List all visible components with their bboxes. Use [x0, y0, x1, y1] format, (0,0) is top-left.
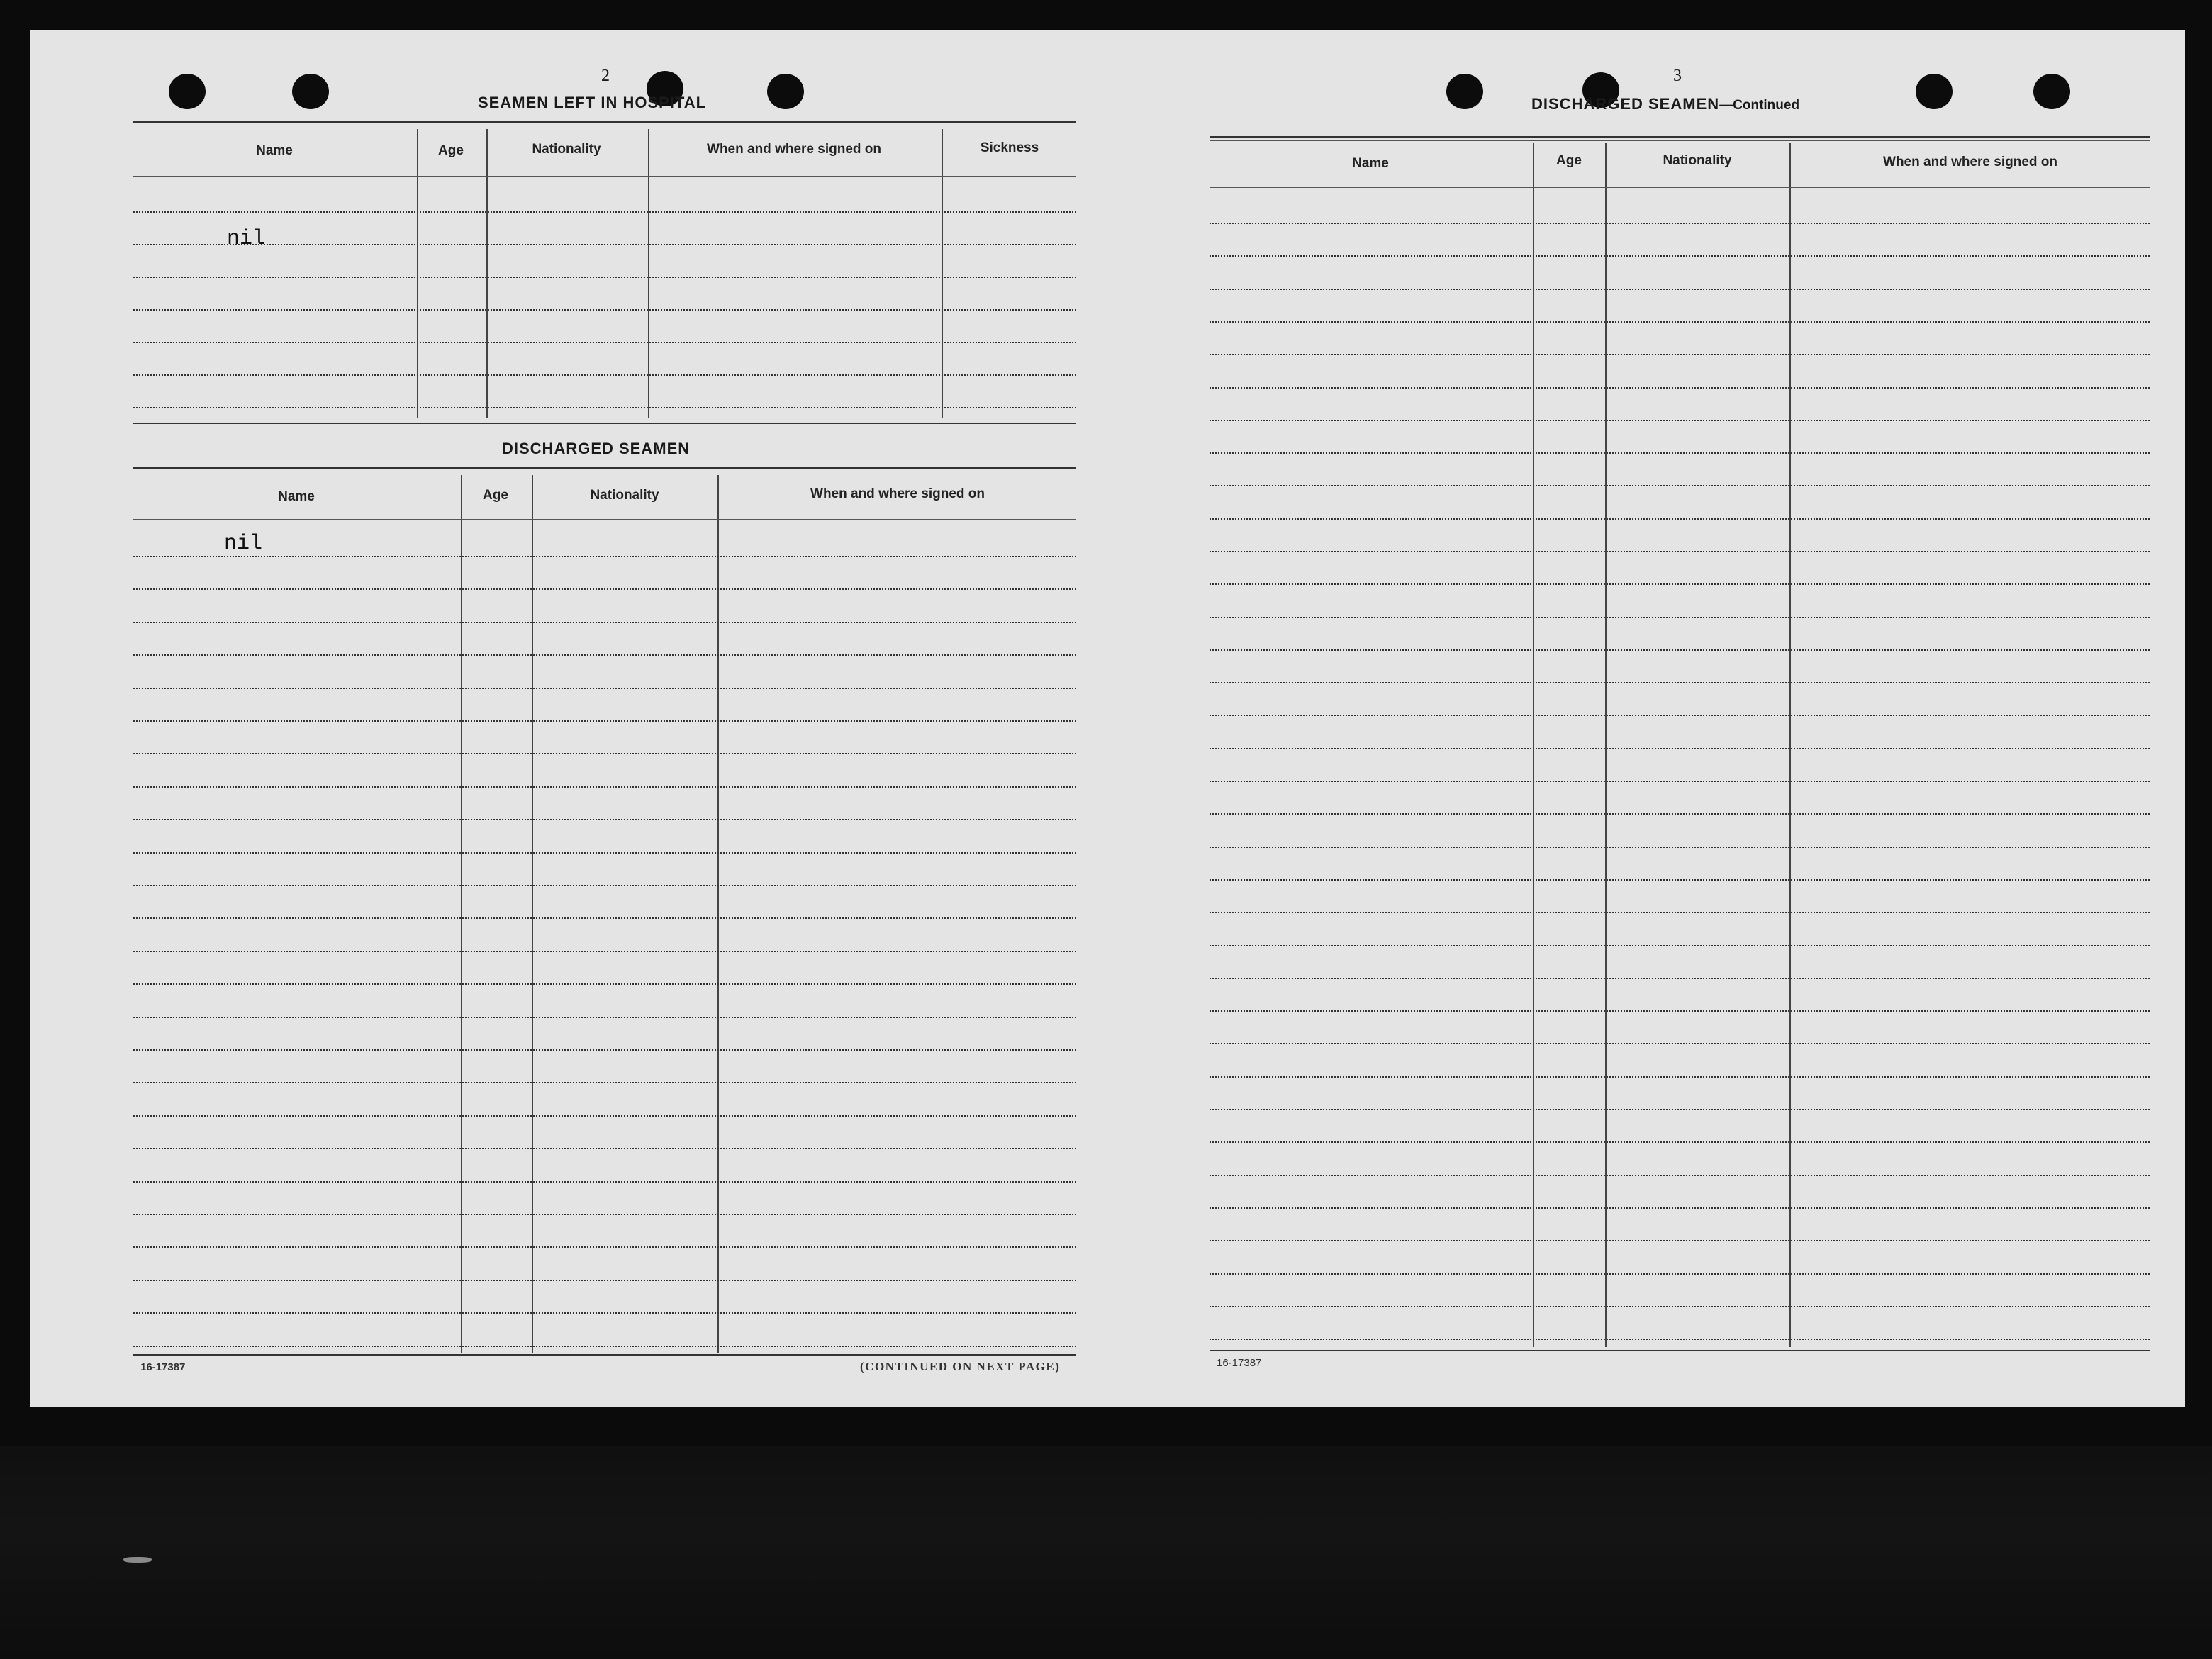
row-line [1210, 682, 2150, 683]
row-line [1210, 1175, 2150, 1176]
discharged-bottom-rule [133, 1354, 1076, 1356]
hospital-col-signed-on: When and where signed on [707, 142, 881, 157]
row-line [1210, 978, 2150, 979]
row-line [1210, 879, 2150, 881]
row-line [133, 407, 1076, 408]
discharged-entry-nil: nil [224, 532, 263, 556]
row-line [1210, 1141, 2150, 1143]
film-edge [0, 1446, 2212, 1659]
discharged-section-title: DISCHARGED SEAMEN [502, 440, 691, 457]
row-line [1210, 715, 2150, 716]
title-suffix: —Continued [1719, 98, 1800, 113]
row-line [133, 885, 1076, 886]
row-line [133, 1181, 1076, 1183]
row-line [133, 819, 1076, 820]
row-line [1210, 485, 2150, 486]
row-line [133, 276, 1076, 278]
row-line [1210, 781, 2150, 782]
right-top-rule [1210, 136, 2150, 141]
row-line [133, 1280, 1076, 1281]
header-underline [133, 176, 1076, 177]
column-divider [1533, 143, 1534, 1347]
row-line [133, 244, 1076, 245]
row-line [1210, 518, 2150, 520]
row-line [1210, 1043, 2150, 1044]
right-col-signed-on: When and where signed on [1883, 155, 2057, 169]
row-line [133, 1312, 1076, 1314]
row-line [1210, 1339, 2150, 1340]
row-line [133, 1346, 1076, 1347]
hospital-section-title: SEAMEN LEFT IN HOSPITAL [478, 94, 707, 111]
row-line [133, 852, 1076, 854]
row-line [133, 688, 1076, 689]
header-underline [1210, 187, 2150, 188]
right-col-nationality: Nationality [1663, 153, 1732, 168]
row-line [133, 983, 1076, 985]
row-line [133, 374, 1076, 376]
row-line [1210, 321, 2150, 323]
row-line [1210, 387, 2150, 389]
row-line [133, 342, 1076, 343]
discharged-col-nationality: Nationality [590, 488, 659, 503]
discharged-continued-title [1531, 95, 1799, 113]
column-divider [461, 475, 462, 1353]
row-line [1210, 1207, 2150, 1209]
column-divider [717, 475, 719, 1353]
hospital-col-nationality: Nationality [532, 142, 601, 157]
row-line [133, 753, 1076, 754]
row-line [133, 1246, 1076, 1248]
row-line [1210, 1306, 2150, 1307]
right-page [1210, 30, 2150, 1407]
discharged-col-name: Name [278, 489, 315, 504]
row-line [1210, 551, 2150, 552]
row-line [1210, 255, 2150, 257]
right-col-name: Name [1352, 156, 1389, 171]
header-underline [133, 519, 1076, 520]
row-line [1210, 813, 2150, 815]
discharged-col-signed-on: When and where signed on [810, 486, 985, 501]
row-line [133, 1214, 1076, 1215]
page-number: 3 [1673, 67, 1682, 85]
row-line [1210, 1240, 2150, 1241]
row-line [1210, 354, 2150, 355]
row-line [133, 1115, 1076, 1117]
discharged-top-rule [133, 467, 1076, 471]
column-divider [1605, 143, 1607, 1347]
row-line [1210, 223, 2150, 224]
row-line [133, 1082, 1076, 1083]
column-divider [1789, 143, 1791, 1347]
continued-note: (CONTINUED ON NEXT PAGE) [860, 1360, 1061, 1373]
right-bottom-rule [1210, 1350, 2150, 1351]
hospital-bottom-rule [133, 423, 1076, 424]
row-line [1210, 1273, 2150, 1275]
form-sheet [30, 30, 2185, 1407]
row-line [1210, 912, 2150, 913]
form-number: 16-17387 [1217, 1357, 1262, 1369]
row-line [1210, 847, 2150, 848]
right-col-age: Age [1556, 153, 1582, 168]
row-line [133, 588, 1076, 590]
row-line [1210, 748, 2150, 749]
row-line [133, 951, 1076, 952]
column-divider [532, 475, 533, 1353]
row-line [1210, 617, 2150, 618]
hospital-col-sickness: Sickness [980, 140, 1039, 155]
hospital-col-age: Age [438, 143, 464, 158]
row-line [1210, 420, 2150, 421]
hospital-col-name: Name [256, 143, 293, 158]
row-line [1210, 1109, 2150, 1110]
row-line [133, 720, 1076, 722]
hospital-top-rule [133, 121, 1076, 125]
row-line [133, 1017, 1076, 1018]
hospital-entry-nil: nil [227, 227, 266, 251]
row-line [1210, 452, 2150, 454]
row-line [1210, 945, 2150, 946]
film-speck [123, 1557, 152, 1563]
row-line [1210, 289, 2150, 290]
row-line [133, 309, 1076, 311]
row-line [1210, 583, 2150, 585]
row-line [133, 1148, 1076, 1149]
form-number: 16-17387 [140, 1361, 186, 1373]
title-main: DISCHARGED SEAMEN [1531, 95, 1720, 113]
discharged-col-age: Age [483, 488, 508, 503]
row-line [133, 622, 1076, 623]
left-page [133, 30, 1076, 1407]
row-line [133, 1049, 1076, 1051]
row-line [133, 917, 1076, 919]
row-line [133, 654, 1076, 656]
row-line [133, 556, 1076, 557]
page-number: 2 [601, 67, 610, 85]
row-line [1210, 1010, 2150, 1012]
row-line [1210, 649, 2150, 651]
row-line [1210, 1076, 2150, 1078]
row-line [133, 211, 1076, 213]
row-line [133, 786, 1076, 788]
